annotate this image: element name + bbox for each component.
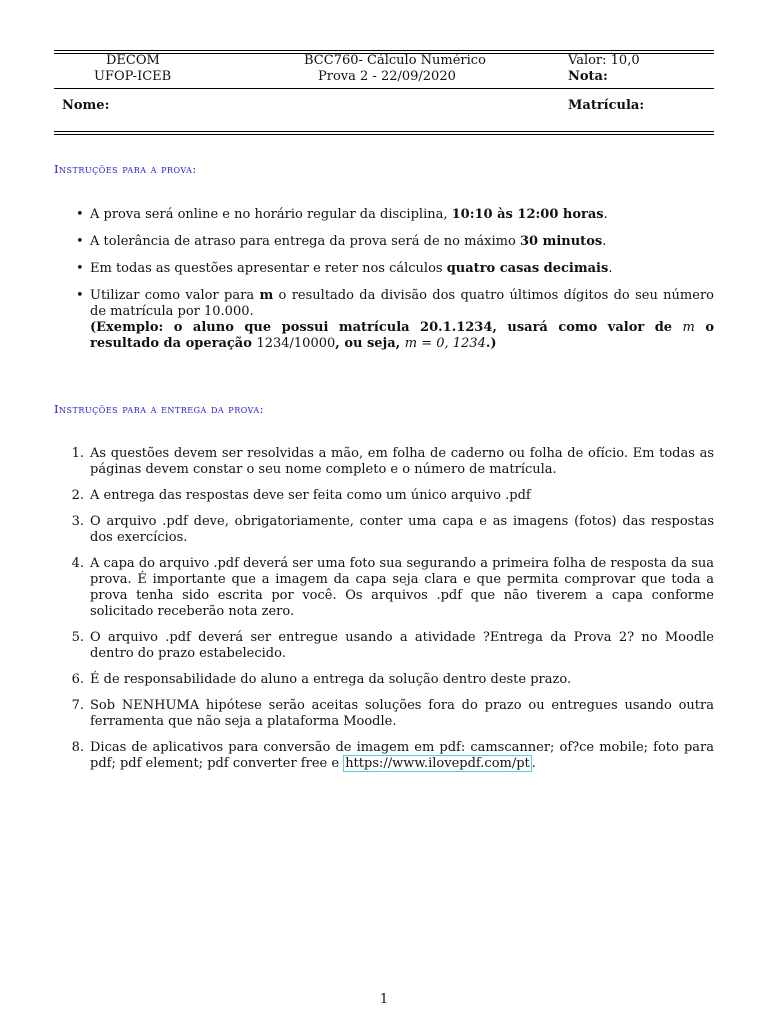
delivery-instructions-list <box>54 446 714 772</box>
bullet-item-decimals: • Em todas as questões apresentar e reter nos cálculos quatro casas decimais. <box>76 261 613 276</box>
ilovepdf-link[interactable]: https://www.ilovepdf.com/pt <box>345 756 530 771</box>
header-bottom-rule <box>54 131 714 132</box>
list-item: 6. É de responsabilidade do aluno a entrega da solução dentro deste prazo. <box>71 672 572 687</box>
page-number: 1 <box>379 992 389 1007</box>
header-bottom-rule-2 <box>54 134 714 135</box>
header-exam: Prova 2 - 22/09/2020 <box>318 69 456 84</box>
list-item: 2. A entrega das respostas deve ser feita como um único arquivo .pdf <box>71 488 531 503</box>
list-item: 5. O arquivo .pdf deverá ser entregue usando a atividade ?Entrega da Prova 2? no Moodle dentro do prazo estabelecido. <box>71 630 714 661</box>
bullet-item-m-value: • Utilizar como valor para m o resultado da divisão dos quatro últimos dígitos do seu número de matrícula por 10.000. (Exemplo: o aluno que possui matrícula 20.1.1234, usará como valor de m o resultado da operação 1234/10000, ou seja, m = 0, 1234.) <box>76 288 714 351</box>
header-course: BCC760- Cálculo Numérico <box>304 53 486 68</box>
header-value: Valor: 10,0 <box>568 53 640 68</box>
header-unit: UFOP-ICEB <box>94 69 172 84</box>
bullet-item-tolerance: • A tolerância de atraso para entrega da prova será de no máximo 30 minutos. <box>76 234 607 249</box>
bullet-icon: • <box>76 234 84 249</box>
header-dept: DECOM <box>106 53 160 68</box>
bullet-icon: • <box>76 207 84 222</box>
exam-instructions-title: Instruções para a prova: <box>54 162 197 176</box>
header-mid-rule <box>54 88 714 89</box>
list-item: 3. O arquivo .pdf deve, obrigatoriamente, conter uma capa e as imagens (fotos) das respostas dos exercícios. <box>71 514 714 545</box>
bullet-icon: • <box>76 261 84 276</box>
list-item: 7. Sob NENHUMA hipótese serão aceitas soluções fora do prazo ou entregues usando outra ferramenta que não seja a plataforma Moodle. <box>71 698 714 729</box>
list-item: 4. A capa do arquivo .pdf deverá ser uma foto sua segurando a primeira folha de resposta da sua prova. É importante que a imagem da capa seja clara e que permita comprovar que toda a prova tenha sido escrita por você. Os arquivos .pdf que não tiverem a capa conforme solicitado receberão nota zero. <box>71 556 714 619</box>
exam-instructions-list <box>54 207 714 352</box>
bullet-icon: • <box>76 288 84 303</box>
m-example: (Exemplo: o aluno que possui matrícula 20.1.1234, usará como valor de m o resultado da operação 1234/10000, ou seja, m = 0, 1234.) <box>90 320 714 351</box>
header-grade-label: Nota: <box>568 69 608 84</box>
id-label: Matrícula: <box>568 98 645 113</box>
name-label: Nome: <box>62 98 110 113</box>
list-item: 8. Dicas de aplicativos para conversão de imagem em pdf: camscanner; of?ce mobile; foto para pdf; pdf element; pdf converter free e https://www.ilovepdf.com/pt . <box>71 740 714 771</box>
list-item: 1. As questões devem ser resolvidas a mão, em folha de caderno ou folha de ofício. Em todas as páginas devem constar o seu nome completo e o número de matrícula. <box>71 446 714 477</box>
bullet-item-schedule: • A prova será online e no horário regular da disciplina, 10:10 às 12:00 horas. <box>76 207 608 222</box>
delivery-instructions-title: Instruções para a entrega da prova: <box>54 402 265 416</box>
header-top-rule <box>54 50 714 51</box>
